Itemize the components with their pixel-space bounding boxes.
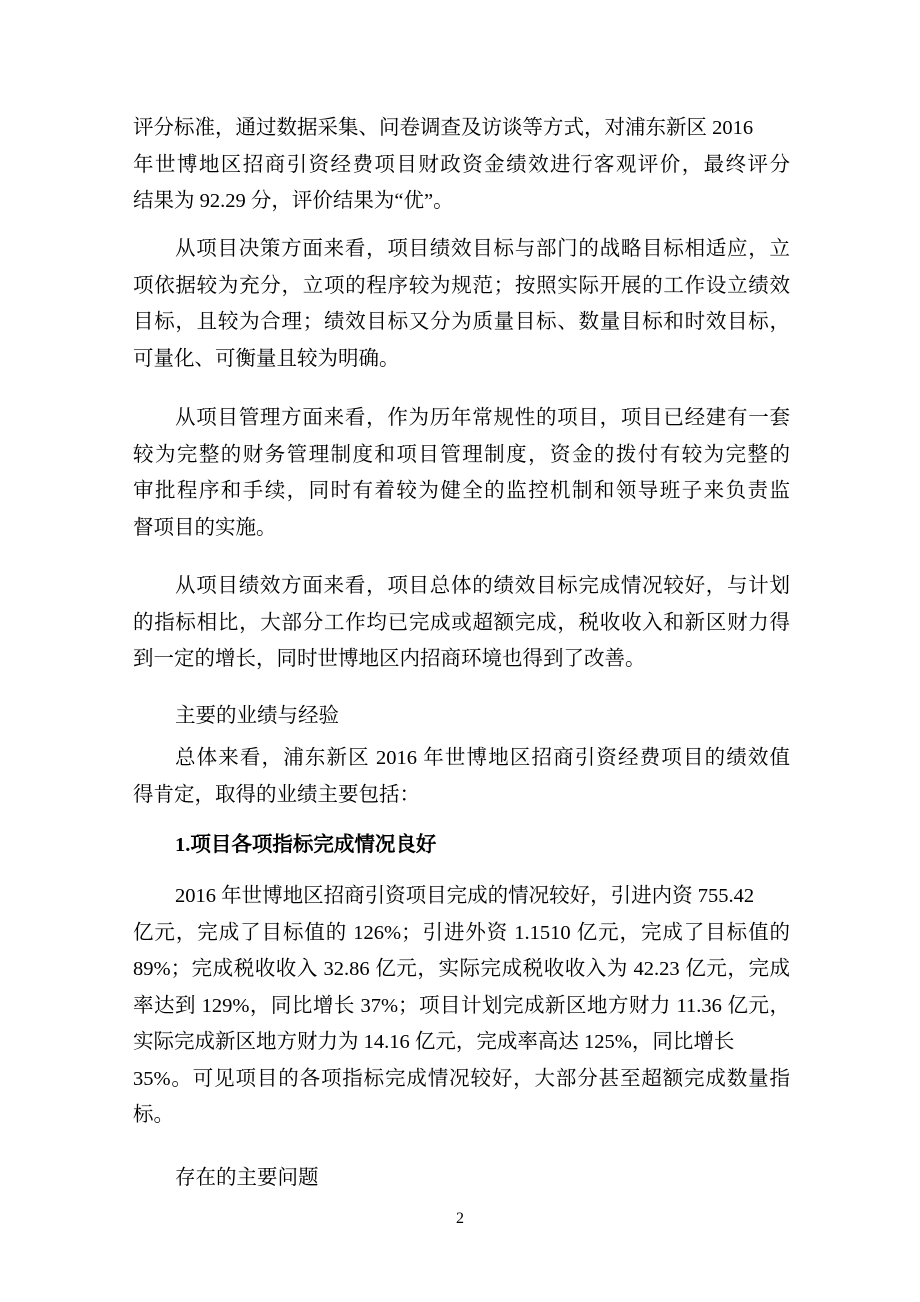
text-line: 目标，且较为合理；绩效目标又分为质量目标、数量目标和时效目标，: [133, 311, 790, 333]
text-line: 标。: [133, 1104, 174, 1126]
text-line: 89%；完成税收收入 32.86 亿元，实际完成税收收入为 42.23 亿元，完成: [133, 958, 790, 980]
text-line: 审批程序和手续，同时有着较为健全的监控机制和领导班子来负责监: [133, 480, 790, 502]
section-heading-achievements: [133, 698, 790, 735]
heading-text: 主要的业绩与经验: [175, 705, 339, 727]
text-line: 项依据较为充分，立项的程序较为规范；按照实际开展的工作设立绩效: [133, 274, 790, 297]
text-line: 实际完成新区地方财力为 14.16 亿元，完成率高达 125%，同比增长: [133, 1031, 735, 1053]
paragraph-management: [133, 400, 790, 546]
section-heading-problems: [133, 1160, 790, 1197]
subheading-indicators: [133, 827, 790, 864]
text-line: 年世博地区招商引资经费项目财政资金绩效进行客观评价，最终评分: [133, 153, 790, 176]
page-number: 2: [456, 1210, 464, 1227]
text-line: 较为完整的财务管理制度和项目管理制度，资金的拨付有较为完整的: [133, 443, 790, 466]
paragraph-performance: [133, 568, 790, 678]
text-line: 结果为 92.29 分，评价结果为“优”。: [133, 190, 454, 212]
text-line: 2016 年世博地区招商引资项目完成的情况较好，引进内资 755.42: [175, 885, 755, 907]
text-line: 总体来看，浦东新区 2016 年世博地区招商引资经费项目的绩效值: [175, 747, 790, 769]
text-line: 35%。可见项目的各项指标完成情况较好，大部分甚至超额完成数量指: [133, 1067, 790, 1090]
text-line: 亿元，完成了目标值的 126%；引进外资 1.1510 亿元，完成了目标值的: [133, 921, 790, 944]
text-line: 可量化、可衡量且较为明确。: [133, 347, 400, 370]
text-line: 得肯定，取得的业绩主要包括：: [133, 783, 420, 806]
paragraph-overall: [133, 740, 790, 813]
text-line: 从项目决策方面来看，项目绩效目标与部门的战略目标相适应，立: [175, 238, 790, 260]
heading-text: 1.项目各项指标完成情况良好: [175, 834, 437, 856]
text-line: 从项目绩效方面来看，项目总体的绩效目标完成情况较好，与计划: [175, 575, 790, 597]
paragraph-indicators: [133, 878, 790, 1134]
text-line: 督项目的实施。: [133, 516, 277, 539]
text-line: 评分标准，通过数据采集、问卷调查及访谈等方式，对浦东新区 2016: [133, 117, 754, 139]
text-line: 率达到 129%，同比增长 37%；项目计划完成新区地方财力 11.36 亿元，: [133, 994, 790, 1017]
paragraph-evaluation-summary: [133, 110, 790, 220]
text-line: 到一定的增长，同时世博地区内招商环境也得到了改善。: [133, 648, 646, 670]
heading-text: 存在的主要问题: [175, 1167, 319, 1189]
text-line: 从项目管理方面来看，作为历年常规性的项目，项目已经建有一套: [175, 407, 790, 429]
text-line: 的指标相比，大部分工作均已完成或超额完成，税收收入和新区财力得: [133, 611, 790, 634]
paragraph-decision: [133, 231, 790, 377]
